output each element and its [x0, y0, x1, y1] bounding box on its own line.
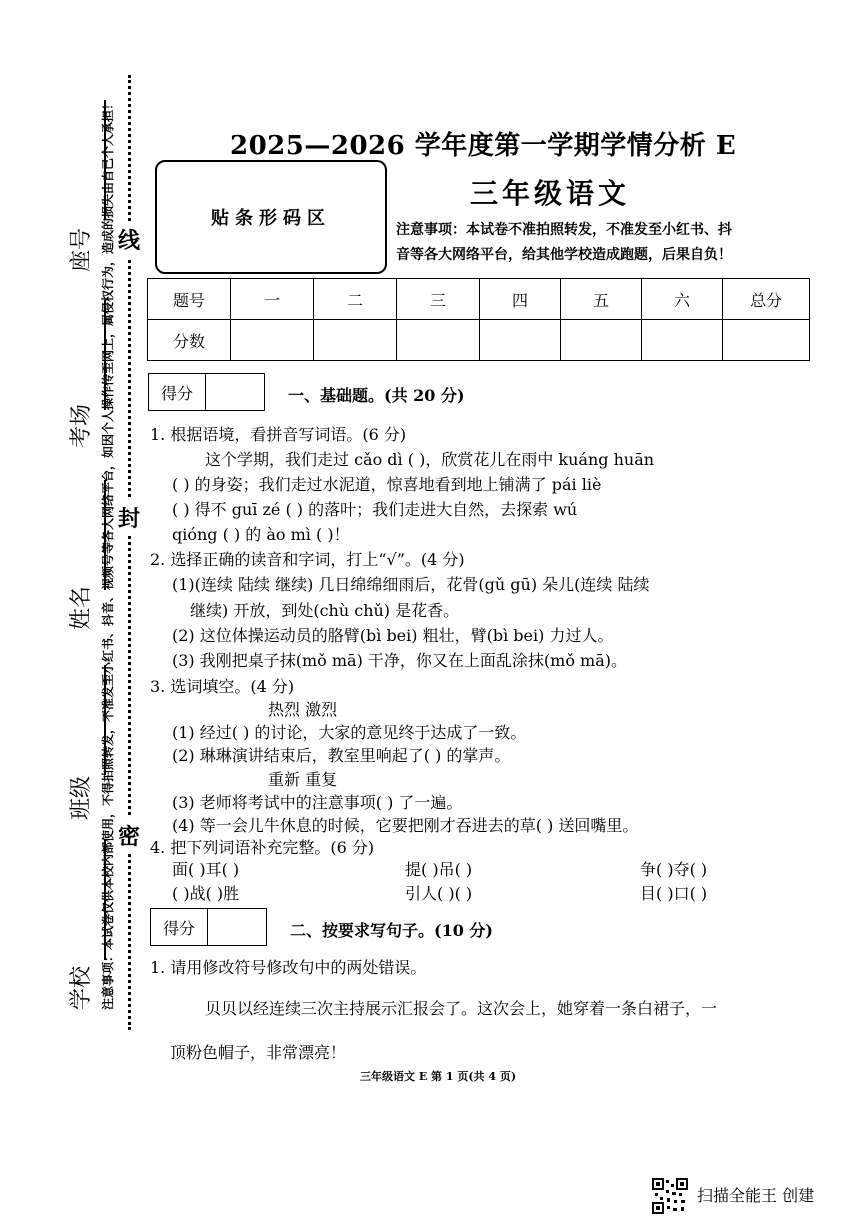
q3-word-pair: 重新 重复 [268, 770, 338, 789]
score-cell[interactable] [480, 320, 561, 361]
q1-title: 1. 根据语境，看拼音写词语。(6 分) [150, 425, 407, 444]
q2-title: 2. 选择正确的读音和字词，打上“√”。(4 分) [150, 550, 465, 569]
q4-item: 面( )耳( ) [172, 860, 240, 879]
q3-word-pair: 热烈 激烈 [268, 700, 338, 719]
cut-line [128, 75, 131, 1030]
page-footer: 三年级语文 E 第 1 页(共 4 页) [360, 1070, 517, 1083]
seat-label: 座号 [69, 227, 94, 272]
score-cell[interactable] [561, 320, 642, 361]
cut-word-line: 线 [118, 222, 140, 257]
scanner-watermark: 扫描全能王 创建 [697, 1186, 815, 1205]
section1-score-box [148, 373, 265, 411]
s2-sentence-line: 顶粉色帽子，非常漂亮！ [170, 1043, 347, 1062]
score-box-value[interactable] [206, 374, 264, 410]
barcode-area [155, 160, 387, 274]
q1-line: ( ) 的身姿；我们走过水泥道，惊喜地看到地上铺满了 pái liè [172, 475, 602, 494]
score-table-cell: 五 [561, 279, 642, 320]
score-cell[interactable] [642, 320, 723, 361]
s2-sentence-line: 贝贝以经连续三次主持展示汇报会了。这次会上，她穿着一条白裙子，一 [205, 999, 718, 1018]
q1-line: 这个学期，我们走过 cǎo dì ( )，欣赏花儿在雨中 kuáng huān [205, 450, 655, 469]
exam-title: 2025—2026 学年度第一学期学情分析 E [230, 131, 737, 161]
score-box-label: 得分 [149, 374, 206, 410]
q3-line: (3) 老师将考试中的注意事项( ) 了一遍。 [172, 793, 463, 812]
q3-title: 3. 选词填空。(4 分) [150, 677, 295, 696]
q3-line: (1) 经过( ) 的讨论，大家的意见终于达成了一致。 [172, 723, 527, 742]
section2-heading: 二、按要求写句子。(10 分) [290, 921, 493, 940]
score-table-cell: 二 [314, 279, 397, 320]
q4-item: 争( )夺( ) [640, 860, 708, 879]
score-table-cell: 四 [480, 279, 561, 320]
score-cell[interactable] [397, 320, 480, 361]
section2-score-box [150, 908, 267, 946]
s2-q1-title: 1. 请用修改符号修改句中的两处错误。 [150, 958, 427, 977]
section1-heading: 一、基础题。(共 20 分) [288, 386, 465, 405]
score-table-cell: 题号 [148, 279, 231, 320]
q4-title: 4. 把下列词语补充完整。(6 分) [150, 838, 375, 857]
score-table [147, 278, 810, 361]
score-table-header-row [148, 279, 810, 320]
q3-line: (2) 琳琳演讲结束后，教室里响起了( ) 的掌声。 [172, 746, 511, 765]
q2-line: (3) 我刚把桌子抹(mǒ mā) 干净，你又在上面乱涂抹(mǒ mā)。 [172, 651, 628, 670]
score-box-label: 得分 [151, 909, 208, 945]
barcode-label: 贴条形码区 [211, 208, 331, 229]
score-table-cell: 一 [231, 279, 314, 320]
class-label: 班级 [69, 775, 94, 820]
score-cell[interactable] [723, 320, 810, 361]
cut-word-secret: 密 [118, 818, 140, 853]
name-label: 姓名 [69, 585, 94, 630]
q1-line: qióng ( ) 的 ào mì ( )！ [172, 525, 350, 544]
binding-notice: 注意事项：本试卷仅供本校内部使用，不得拍照转发，不准发至小红书、抖音、视频号等各大网络平台，如因个人操作传至网上，属侵权行为，造成的损失由自己个人承担！ [101, 97, 115, 1010]
q2-line: 继续) 开放，到处(chù chǔ) 是花香。 [190, 601, 460, 620]
q4-item: 提( )吊( ) [405, 860, 473, 879]
q4-item: 目( )口( ) [640, 884, 708, 903]
score-cell[interactable] [231, 320, 314, 361]
score-table-cell: 三 [397, 279, 480, 320]
score-table-score-row [148, 320, 810, 361]
q4-item: ( )战( )胜 [172, 884, 240, 903]
attention-notice [396, 218, 796, 268]
score-table-cell: 六 [642, 279, 723, 320]
subject-title: 三年级语文 [470, 177, 631, 210]
q1-line: ( ) 得不 guī zé ( ) 的落叶；我们走进大自然，去探索 wú [172, 500, 578, 519]
q2-line: (1)(连续 陆续 继续) 几日绵绵细雨后，花骨(gǔ gū) 朵儿(连续 陆续 [172, 575, 650, 594]
venue-label: 考场 [69, 403, 94, 448]
score-row-label: 分数 [148, 320, 231, 361]
q3-line: (4) 等一会儿牛休息的时候，它要把刚才吞进去的草( ) 送回嘴里。 [172, 816, 639, 835]
cut-word-seal: 封 [118, 500, 140, 535]
attention-line-2: 音等各大网络平台，给其他学校造成跑题，后果自负！ [396, 247, 732, 263]
q4-item: 引人( )( ) [405, 884, 473, 903]
score-box-value[interactable] [208, 909, 266, 945]
school-label: 学校 [69, 965, 94, 1010]
qr-code-icon [652, 1178, 688, 1214]
attention-line-1: 注意事项：本试卷不准拍照转发，不准发至小红书、抖 [396, 222, 732, 238]
score-table-cell: 总分 [723, 279, 810, 320]
q2-line: (2) 这位体操运动员的胳臂(bì bei) 粗壮，臂(bì bei) 力过人。 [172, 626, 614, 645]
score-cell[interactable] [314, 320, 397, 361]
